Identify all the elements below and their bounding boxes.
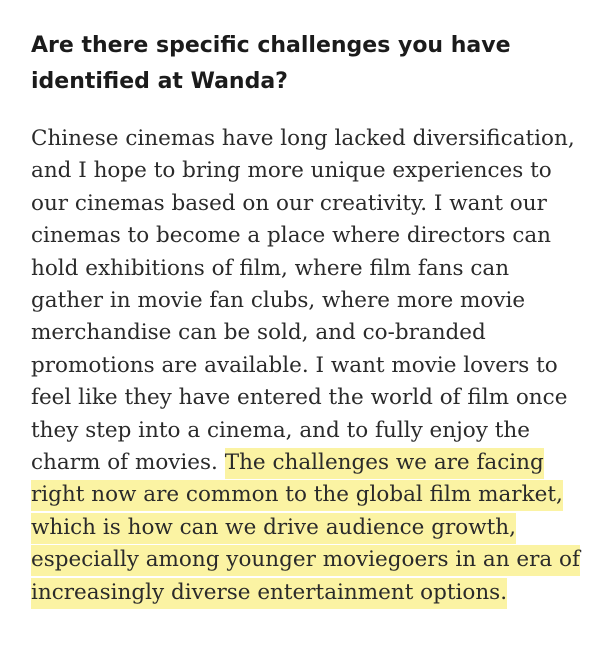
answer-paragraph xyxy=(31,123,580,609)
answer-line: hold exhibitions of film, where film fans can xyxy=(31,255,510,281)
question-line: identified at Wanda? xyxy=(31,69,288,94)
highlighted-text: The challenges we are facing xyxy=(225,448,544,479)
answer-line xyxy=(31,447,576,479)
question-line: Are there specific challenges you have xyxy=(31,33,511,58)
answer-line: cinemas to become a place where directors can xyxy=(31,223,552,249)
highlighted-text: especially among younger moviegoers in an era of xyxy=(31,545,580,576)
article xyxy=(31,28,580,605)
answer-line: and I hope to bring more unique experiences to xyxy=(31,158,552,184)
answer-line: feel like they have entered the world of film once xyxy=(31,385,568,411)
question-heading xyxy=(31,28,531,100)
answer-line xyxy=(31,479,576,511)
highlighted-text: which is how can we drive audience growth, xyxy=(31,513,516,544)
answer-text: charm of movies. xyxy=(31,450,225,476)
answer-line: our cinemas based on our creativity. I want our xyxy=(31,190,547,216)
answer-line xyxy=(31,512,576,544)
answer-line: Chinese cinemas have long lacked diversification, xyxy=(31,126,575,151)
highlighted-text: right now are common to the global film market, xyxy=(31,480,563,511)
answer-line: gather in movie fan clubs, where more movie xyxy=(31,288,526,314)
answer-line: they step into a cinema, and to fully enjoy the xyxy=(31,417,530,443)
highlighted-text: increasingly diverse entertainment options. xyxy=(31,578,507,609)
answer-line xyxy=(31,577,576,609)
answer-line: merchandise can be sold, and co-branded xyxy=(31,320,486,346)
answer-line xyxy=(31,544,580,576)
answer-line: promotions are available. I want movie lovers to xyxy=(31,352,558,378)
